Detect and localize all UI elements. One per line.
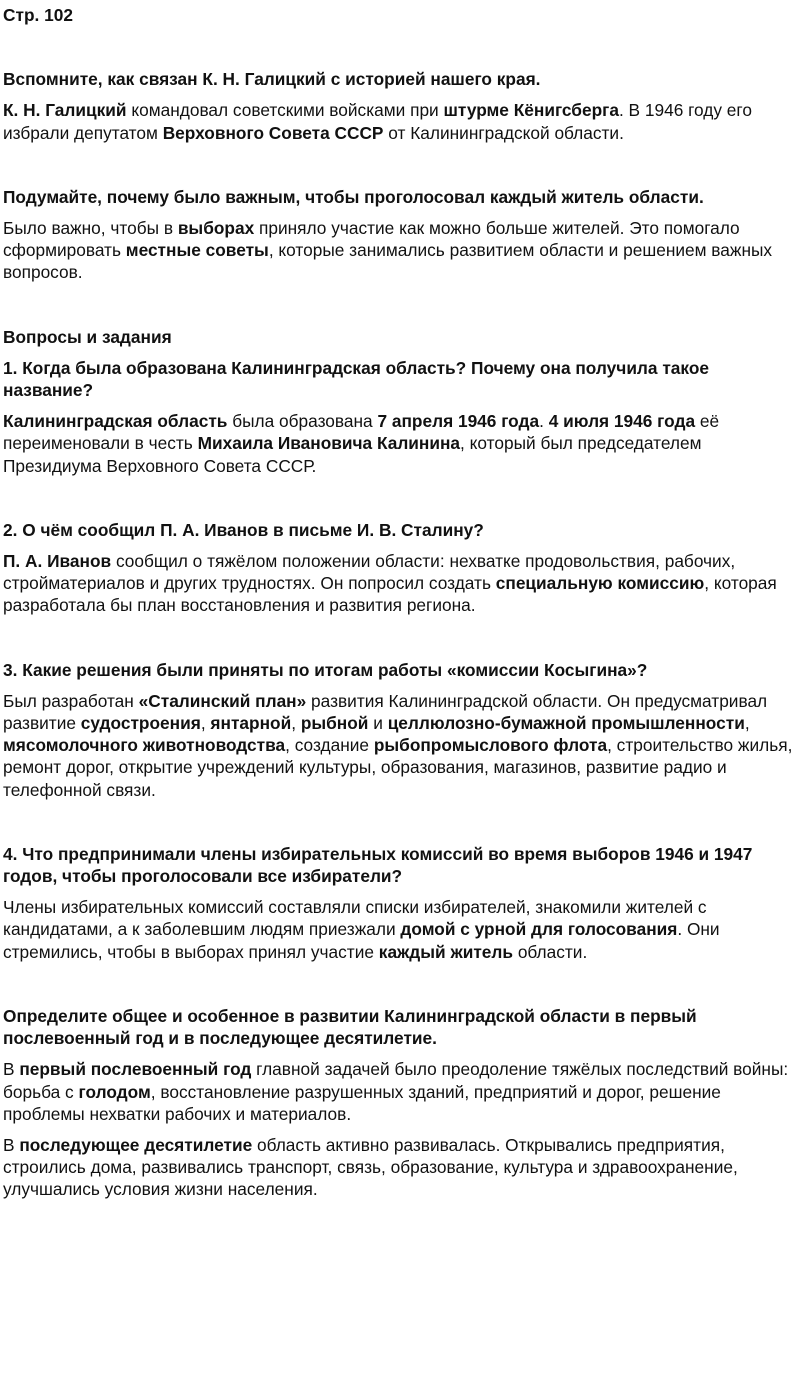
bold-term: судостроения <box>80 713 201 734</box>
qa-block-q4 <box>3 843 796 963</box>
text-run: , <box>200 713 211 734</box>
text-run: от Калининградской области. <box>383 122 624 143</box>
text-run: была образована <box>227 411 378 432</box>
qa-block-tasks-heading <box>3 326 796 477</box>
text-run: Был разработан <box>3 690 139 711</box>
question-heading: 4. Что предпринимали члены избирательных комиссий во время выборов 1946 и 1947 годов, чтобы проголосовали все избиратели? <box>3 843 753 887</box>
answer-paragraph <box>3 99 796 143</box>
bold-term: «Сталинский план» <box>138 690 307 711</box>
bold-term: местные советы <box>125 240 269 261</box>
page-number: Стр. 102 <box>3 5 73 25</box>
answer-paragraph <box>3 690 796 801</box>
document-content <box>3 68 796 1200</box>
question-heading: Подумайте, почему было важным, чтобы проголосовал каждый житель области. <box>3 186 704 207</box>
bold-term: последующее десятилетие <box>19 1134 253 1155</box>
text-run: , который был председателем Президиума Верховного Совета СССР. <box>3 433 702 476</box>
bold-term: Калининградская область <box>3 411 228 432</box>
bold-term: специальную комиссию <box>495 573 705 594</box>
text-run: В <box>3 1134 20 1155</box>
section-heading: Вопросы и задания <box>3 326 172 347</box>
bold-term: Михаила Ивановича Калинина <box>197 433 461 454</box>
text-run: области. <box>513 941 588 962</box>
text-run: сообщил о тяжёлом положении области: нехватке продовольствия, рабочих, стройматериалов и других трудностях. Он попросил создать <box>3 551 736 594</box>
bold-term: каждый житель <box>378 941 514 962</box>
bold-term: домой с урной для голосования <box>400 919 678 940</box>
bold-term: выборах <box>177 218 255 239</box>
text-run: , которая разработала бы план восстановления и развития региона. <box>3 573 777 616</box>
qa-block-q3 <box>3 659 796 801</box>
text-run: Было важно, чтобы в <box>3 218 178 239</box>
text-run: , создание <box>285 735 374 756</box>
text-run: В <box>3 1059 20 1080</box>
bold-term: 4 июля 1946 года <box>548 411 696 432</box>
question-heading: 1. Когда была образована Калининградская область? Почему она получила такое название? <box>3 357 709 401</box>
text-run: , которые занимались развитием области и решением важных вопросов. <box>3 240 773 283</box>
question-heading: 3. Какие решения были приняты по итогам работы «комиссии Косыгина»? <box>3 659 648 680</box>
bold-term: голодом <box>78 1081 151 1102</box>
bold-term: рыбопромыслового флота <box>373 735 608 756</box>
qa-block-galitsky <box>3 68 796 144</box>
question-heading: Определите общее и особенное в развитии Калининградской области в первый послевоенный год и в последующее десятилетие. <box>3 1005 697 1049</box>
qa-block-vote <box>3 186 796 284</box>
bold-term: К. Н. Галицкий <box>3 100 127 121</box>
text-run: . <box>539 411 549 432</box>
bold-term: штурме Кёнигсберга <box>443 100 619 121</box>
text-run: и <box>368 713 388 734</box>
qa-block-q2 <box>3 519 796 617</box>
text-run: , <box>744 713 750 734</box>
text-run: её переименовали в честь <box>3 411 720 454</box>
text-run: . В 1946 году его избрали депутатом <box>3 100 752 143</box>
text-run: командовал советскими войсками при <box>126 100 444 121</box>
text-run: . Они стремились, чтобы в выборах принял участие <box>3 919 720 962</box>
text-run: главной задачей было преодоление тяжёлых последствий войны: борьба с <box>3 1059 789 1102</box>
question-heading: 2. О чём сообщил П. А. Иванов в письме И. В. Сталину? <box>3 519 484 540</box>
text-run: , строительство жилья, ремонт дорог, открытие учреждений культуры, образования, магазинов, развитие радио и телефонной связи. <box>3 735 793 800</box>
answer-paragraph <box>3 217 796 284</box>
text-run: , восстановление разрушенных зданий, предприятий и дорог, решение проблемы нехватки рабочих и материалов. <box>3 1081 721 1124</box>
bold-term: рыбной <box>300 713 369 734</box>
answer-paragraph <box>3 896 796 963</box>
text-run: развития Калининградской области. Он предусматривал развитие <box>3 690 768 734</box>
text-run: , <box>291 713 301 734</box>
bold-term: янтарной <box>210 713 292 734</box>
text-run: приняло участие как можно больше жителей. Это помогало сформировать <box>3 218 740 261</box>
question-heading: Вспомните, как связан К. Н. Галицкий с историей нашего края. <box>3 69 541 90</box>
answer-paragraph <box>3 1058 796 1125</box>
bold-term: П. А. Иванов <box>3 551 112 572</box>
bold-term: мясомолочного животноводства <box>3 735 286 756</box>
bold-term: 7 апреля 1946 года <box>377 411 540 432</box>
text-run: область активно развивалась. Открывались предприятия, строились дома, развивались транспорт, связь, образование, культура и здравоохранение, улучшались условия жизни населения. <box>3 1134 738 1200</box>
bold-term: первый послевоенный год <box>19 1059 252 1080</box>
qa-block-compare <box>3 1005 796 1201</box>
bold-term: Верховного Совета СССР <box>162 122 384 143</box>
answer-paragraph <box>3 410 796 477</box>
bold-term: целлюлозно-бумажной промышленности <box>387 713 745 734</box>
answer-paragraph <box>3 550 796 617</box>
answer-paragraph <box>3 1134 796 1201</box>
text-run: Члены избирательных комиссий составляли списки избирателей, знакомили жителей с кандидатами, а к заболевшим людям приезжали <box>3 897 707 940</box>
